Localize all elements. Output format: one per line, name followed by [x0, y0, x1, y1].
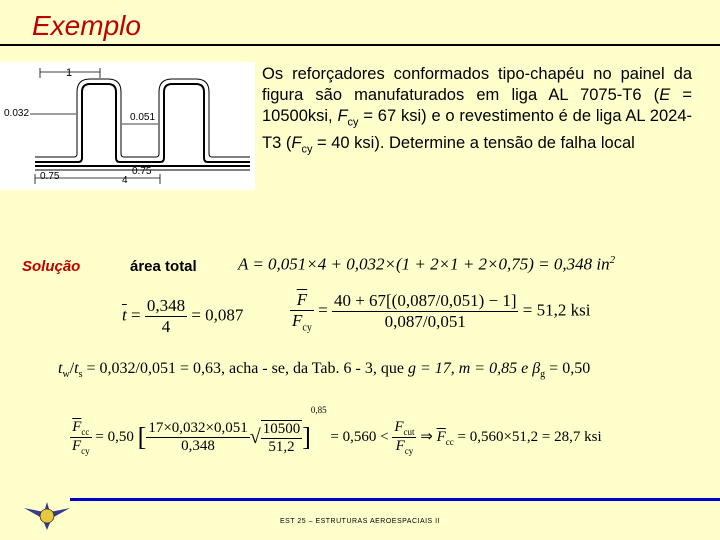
fcy-lhs-fraction [290, 290, 314, 333]
tbar-num: 0,348 [146, 296, 186, 315]
dim-base2-label: 0.75 [132, 166, 152, 177]
fcy-num: 40 + 67[(0,087/0,051) − 1] [333, 291, 517, 311]
fcut-den-sub: cy [404, 446, 414, 457]
fcc-sub: cc [81, 427, 90, 438]
final-result: = 0,560×51,2 = 28,7 ksi [457, 429, 602, 445]
tbar-equation: $\overline{t}$ = $\frac{0,348}{4}$ = 0,087 [122, 296, 244, 336]
fcy-symbol: F [337, 107, 348, 125]
area-exponent: 2 [609, 254, 616, 266]
tw-ts-equation: $t_w/t_s = 0,032/0,051 = 0,63$, acha - se, da Tab. 6 - 3, que g = 17, m = 0,85 e $\beta_g = 0,50$ [58, 360, 591, 381]
final-num: 17×0,032×0,051 [148, 420, 248, 437]
fcut-symbol: F [394, 419, 404, 436]
fcy-symbol-final: $\overline{F}$ [72, 438, 82, 455]
fcc-result-symbol: $\overline{F}$ [436, 429, 446, 445]
dim-base1-label: 0.75 [40, 171, 60, 182]
dim-top-label: 1 [66, 67, 73, 79]
problem-text-1: Os reforçadores conformados tipo-chapéu no painel da figura são manufaturados em liga AL 7075-T6 ( [262, 65, 692, 104]
tw-ts-body: = 0,032/0,051 = 0,63, acha - se, da Tab. 6 - 3, que [82, 360, 408, 377]
fcy-den: 0,087/0,051 [384, 312, 466, 332]
final-den: 0,348 [181, 438, 215, 455]
fcc-symbol: $\overline{F}$ [72, 419, 82, 436]
fcy-symbol-2: F [291, 134, 302, 153]
final-fraction-1 [146, 420, 249, 455]
tbar-symbol: $\overline{t}$ [122, 305, 127, 325]
final-fraction-2 [261, 420, 303, 456]
fcy-equation: $\frac{\overline{F}}{F_{cy}}$ = $\frac{40 + 67[(0,087/0,051) - 1]}{0,087/0,051}$ = 51,2 ksi [292, 290, 591, 334]
fcut-den-symbol: F [395, 438, 405, 455]
fcy-lhs-F: F [292, 311, 303, 330]
fcc-fcy-fraction [70, 419, 92, 456]
footer-divider [70, 498, 720, 501]
final-rden: 51,2 [268, 438, 295, 455]
ts-symbol: t [74, 360, 79, 377]
fcut-sub: cut [403, 427, 415, 438]
total-area-label: área total [130, 258, 197, 275]
slide-title: Exemplo [32, 10, 141, 41]
fcy-subscript: cy [347, 116, 359, 129]
fcy-lhs-sub: cy [302, 322, 312, 334]
dim-pitch-label: 4 [122, 175, 128, 186]
fcy-bar: $\overline{F}$ [296, 290, 308, 309]
dim-stiff-label: 0.051 [130, 112, 156, 123]
implies-arrow: ⇒ [420, 429, 433, 445]
tbar-fraction [145, 296, 187, 337]
beta-sub: g [540, 369, 546, 381]
problem-text-4: = 40 ksi). Determine a tensão de falha local [312, 134, 635, 153]
modulus-symbol: E [659, 86, 671, 104]
fcy-result: = 51,2 ksi [522, 300, 591, 320]
ts-sub: s [78, 369, 83, 381]
fcy-subscript-2: cy [301, 143, 313, 156]
tw-sub: w [62, 369, 70, 381]
area-equation-body: A = 0,051×4 + 0,032×(1 + 2×1 + 2×0,75) = 0,348 in [238, 254, 610, 274]
area-equation [238, 254, 615, 275]
solution-label: Solução [22, 258, 81, 275]
problem-statement [262, 64, 692, 161]
final-rnum: 10500 [262, 420, 301, 437]
tbar-result: = 0,087 [191, 305, 244, 325]
fcy-sub-final: cy [81, 446, 90, 457]
final-compare: = 0,560 < [330, 429, 389, 445]
final-equation: $\frac{\overline{F}_{cc}}{\overline{F}_{cy}}$ = 0,50 [ $\frac{17\times 0,032\times 0,051}{0,348}$ √ $\frac{10500}{51,2}$ ]$^{0,85}$ = 0,560 < $\frac{F_{cut}}{F_{cy}}$ ⇒ $\overline{F}_{cc} = 0,560\times 51,2 = 28,7$ ksi [72, 405, 602, 457]
beta-value: = 0,50 [545, 360, 591, 377]
dim-skin-label: 0.032 [4, 108, 30, 119]
tbar-den: 4 [161, 317, 171, 336]
problem-text-2: = 10500ksi, [262, 86, 692, 125]
ita-logo-icon [22, 496, 72, 532]
title-divider [0, 44, 720, 46]
fcy-fraction [332, 291, 519, 332]
hat-stiffener-figure [0, 62, 255, 190]
g-value: g = 17 [407, 360, 451, 377]
problem-text-3: = 67 ksi) e o revestimento é de liga AL 2024-T3 ( [262, 107, 692, 153]
coef-050: = 0,50 [95, 429, 134, 445]
m-value: , m = 0,85 e β [450, 360, 541, 377]
tw-symbol: t [58, 360, 63, 377]
final-exponent: 0,85 [310, 405, 327, 415]
footer-course-name: EST 25 – ESTRUTURAS AEROESPACIAIS II [279, 518, 441, 525]
fcut-fraction [392, 419, 416, 456]
fcc-result-sub: cc [445, 437, 454, 447]
